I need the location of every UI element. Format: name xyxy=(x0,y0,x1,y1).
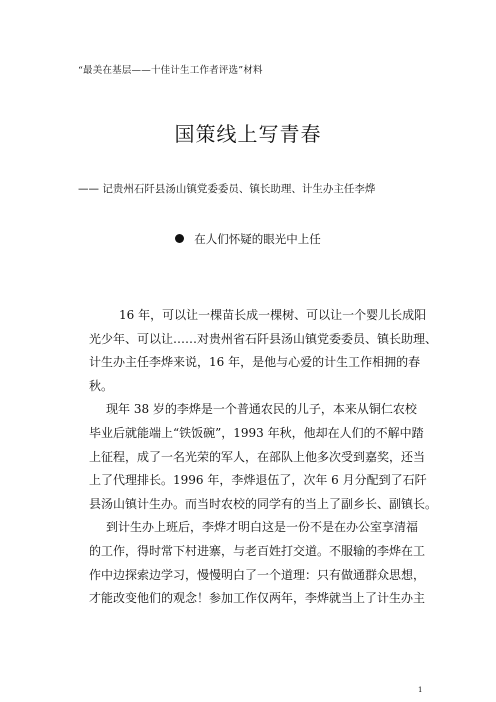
text-line: 才能改变他们的观念！参加工作仅两年，李烨就当上了计生办主 xyxy=(89,591,426,606)
body-text xyxy=(89,304,438,611)
paragraph xyxy=(89,304,438,398)
text-line: 上征程，成了一名光荣的军人，在部队上他多次受到嘉奖，还当 xyxy=(89,449,426,464)
text-line: 现年 38 岁的李烨是一个普通农民的儿子，本来从铜仁农校 xyxy=(106,402,417,417)
section-heading-text: 在人们怀疑的眼光中上任 xyxy=(194,232,321,246)
text-line: 作中边探索边学习，慢慢明白了一个道理：只有做通群众思想， xyxy=(89,567,426,582)
paragraph xyxy=(89,516,426,610)
text-line: 上了代理排长。1996 年，李烨退伍了，次年 6 月分配到了石阡 xyxy=(89,473,427,488)
text-line: 的工作，得时常下村进寨，与老百姓打交道。不服输的李烨在工 xyxy=(89,543,426,558)
text-line: 16 年，可以让一棵苗长成一棵树、可以让一个婴儿长成阳 xyxy=(119,308,427,322)
bullet-icon xyxy=(175,234,184,243)
page-number: 1 xyxy=(418,686,423,694)
section-heading xyxy=(0,231,496,247)
subtitle: —— 记贵州石阡县汤山镇党委委员、镇长助理、计生办主任李烨 xyxy=(78,183,376,195)
text-line: 计生办主任李烨来说，16 年，是他与心爱的计生工作相拥的春 xyxy=(89,355,421,370)
page-title: 国策线上写青春 xyxy=(174,122,322,146)
paragraph xyxy=(89,398,438,516)
text-line: 光少年、可以让……对贵州省石阡县汤山镇党委委员、镇长助理、 xyxy=(89,331,438,346)
text-line: 县汤山镇计生办。而当时农校的同学有的当上了副乡长、副镇长。 xyxy=(89,496,438,511)
header-note: “最美在基层——十佳计生工作者评选”材料 xyxy=(78,65,263,76)
text-line: 到计生办上班后，李烨才明白这是一份不是在办公室享清福 xyxy=(106,520,419,535)
text-line: 毕业后就能端上“铁饭碗”，1993 年秋，他却在人们的不解中踏 xyxy=(89,425,424,440)
text-line: 秋。 xyxy=(89,378,114,393)
